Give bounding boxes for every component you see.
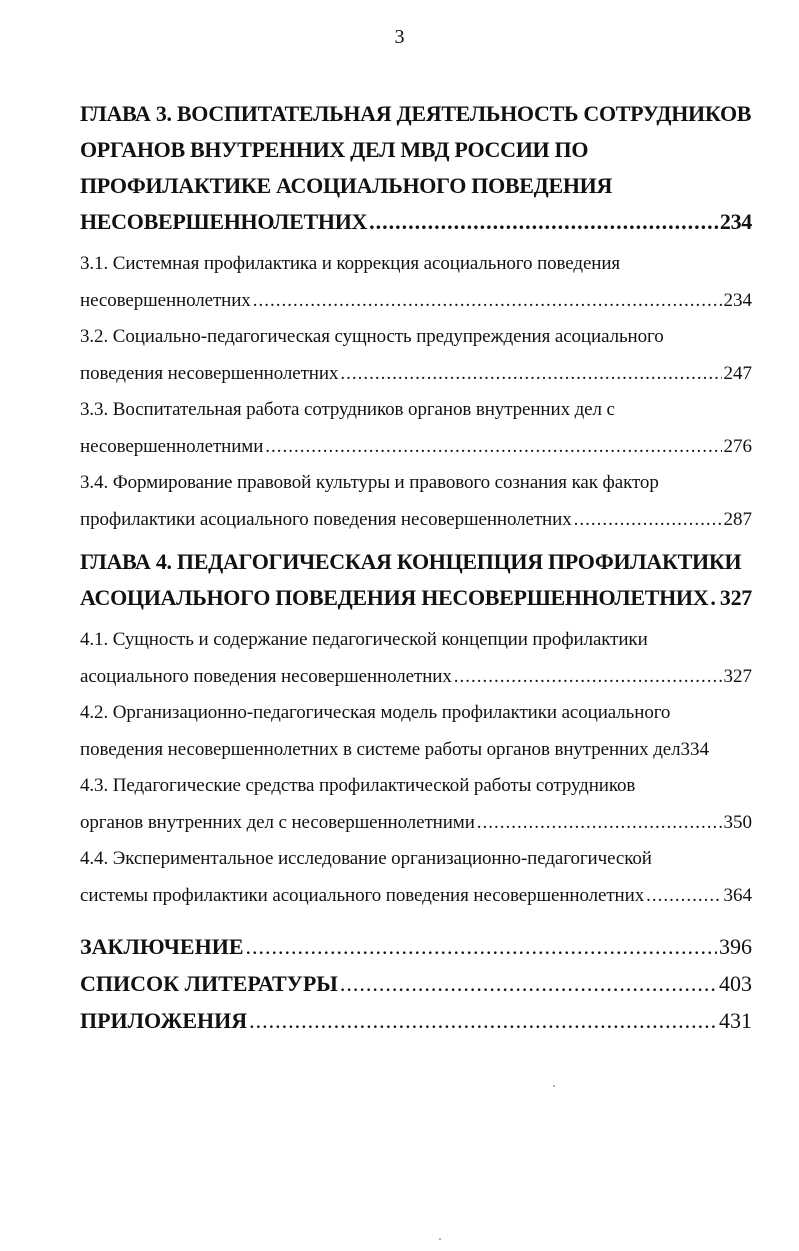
- page-number: 3: [394, 26, 405, 48]
- section-3-3: [80, 392, 752, 465]
- page-ref: 327: [723, 665, 752, 687]
- page-ref: 287: [723, 508, 752, 530]
- section-line: 3.1. Системная профилактика и коррекция асоциального поведения: [80, 253, 621, 274]
- section-line: 3.3. Воспитательная работа сотрудников органов внутренних дел с: [80, 399, 615, 420]
- page-ref: 334: [680, 738, 710, 760]
- section-line: 4.2. Организационно-педагогическая модель профилактики асоциального: [80, 702, 671, 723]
- toc-entry-conclusion: ЗАКЛЮЧЕНИЕ ..... 396: [80, 928, 752, 965]
- page-ref: 247: [723, 362, 752, 384]
- chapter-heading-line: ОРГАНОВ ВНУТРЕННИХ ДЕЛ МВД РОССИИ ПО: [80, 137, 589, 162]
- dot-leader: [646, 878, 721, 915]
- chapter-3-heading: [80, 96, 752, 240]
- section-line: поведения несовершеннолетних ..... 247: [80, 356, 752, 393]
- chapter-heading-line: ГЛАВА 3. ВОСПИТАТЕЛЬНАЯ ДЕЯТЕЛЬНОСТЬ СОТРУДНИКОВ: [80, 101, 752, 126]
- dot-leader: [477, 805, 722, 842]
- section-line: поведения несовершеннолетних в системе работы органов внутренних дел 334: [80, 732, 752, 769]
- chapter-heading-line: АСОЦИАЛЬНОГО ПОВЕДЕНИЯ НЕСОВЕРШЕННОЛЕТНИХ ..... 327: [80, 580, 752, 616]
- section-line: несовершеннолетних ..... 234: [80, 283, 752, 320]
- page-ref: 276: [723, 435, 752, 457]
- section-3-2: [80, 319, 752, 392]
- page-ref: 431: [719, 1008, 752, 1033]
- section-line: несовершеннолетними ..... 276: [80, 429, 752, 466]
- section-4-3: [80, 768, 752, 841]
- page-ref: 396: [719, 934, 752, 959]
- section-3-1: [80, 246, 752, 319]
- dot-leader: [369, 204, 718, 240]
- dot-leader: [249, 1002, 717, 1039]
- dot-leader: [340, 965, 717, 1002]
- page-ref: 350: [723, 811, 752, 833]
- chapter-heading-line: ГЛАВА 4. ПЕДАГОГИЧЕСКАЯ КОНЦЕПЦИЯ ПРОФИЛАКТИКИ: [80, 549, 742, 574]
- section-4-4: [80, 841, 752, 914]
- section-4-2: [80, 695, 752, 768]
- dot-leader: [253, 283, 722, 320]
- page-ref: 364: [723, 884, 752, 906]
- chapter-heading-line: НЕСОВЕРШЕННОЛЕТНИХ ..... 234: [80, 204, 752, 240]
- toc-entry-appendices: ПРИЛОЖЕНИЯ ..... 431: [80, 1002, 752, 1039]
- scan-speck: [439, 1238, 441, 1240]
- page-ref: 234: [723, 289, 752, 311]
- section-line: асоциального поведения несовершеннолетних ..... 327: [80, 659, 752, 696]
- section-line: 3.4. Формирование правовой культуры и правового сознания как фактор: [80, 472, 659, 493]
- dot-leader: [454, 659, 722, 696]
- section-3-4: [80, 465, 752, 538]
- dot-leader: [246, 928, 718, 965]
- page-ref: 403: [719, 971, 752, 996]
- final-entries: [80, 928, 752, 1039]
- table-of-contents: [80, 96, 752, 1039]
- dot-leader: [340, 356, 721, 393]
- dot-leader: [710, 580, 718, 616]
- dot-leader: [265, 429, 721, 466]
- page-ref: 234: [719, 209, 752, 234]
- scan-speck: [553, 1085, 555, 1087]
- section-line: органов внутренних дел с несовершеннолетними ..... 350: [80, 805, 752, 842]
- section-line: 4.4. Экспериментальное исследование организационно-педагогической: [80, 848, 652, 869]
- section-line: 4.1. Сущность и содержание педагогической концепции профилактики: [80, 629, 648, 650]
- section-line: 3.2. Социально-педагогическая сущность предупреждения асоциального: [80, 326, 664, 347]
- dot-leader: [574, 502, 722, 539]
- section-4-1: [80, 622, 752, 695]
- toc-entry-references: СПИСОК ЛИТЕРАТУРЫ ..... 403: [80, 965, 752, 1002]
- section-line: 4.3. Педагогические средства профилактической работы сотрудников: [80, 775, 636, 796]
- page-ref: 327: [719, 585, 752, 610]
- chapter-4-heading: [80, 544, 752, 616]
- section-line: системы профилактики асоциального поведения несовершеннолетних ..... 364: [80, 878, 752, 915]
- section-line: профилактики асоциального поведения несовершеннолетних ..... 287: [80, 502, 752, 539]
- chapter-heading-line: ПРОФИЛАКТИКЕ АСОЦИАЛЬНОГО ПОВЕДЕНИЯ: [80, 173, 613, 198]
